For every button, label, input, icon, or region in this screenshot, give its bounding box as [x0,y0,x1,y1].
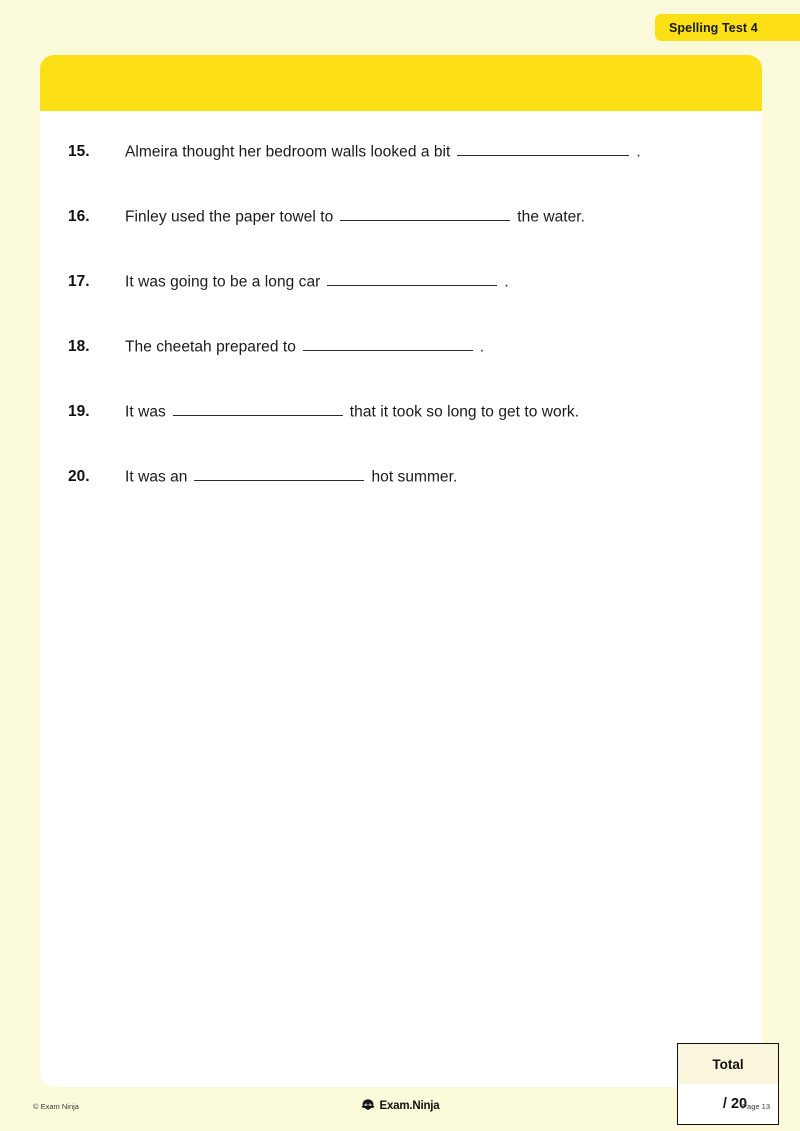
question-text-before: It was going to be a long car [125,273,321,291]
question-text-after: that it took so long to get to work. [349,403,580,421]
worksheet-header-band [40,55,762,111]
question-number: 19. [68,403,90,421]
question-text-after: . [636,143,641,161]
copyright-text: © Exam Ninja [33,1102,79,1111]
question-number: 18. [68,338,90,356]
question-row [40,401,762,466]
total-label: Total [712,1056,744,1072]
answer-blank[interactable] [194,466,364,481]
brand-logo-text: Exam.Ninja [379,1099,440,1112]
answer-blank[interactable] [173,401,343,416]
question-number: 16. [68,208,90,226]
question-text-after: the water. [517,208,586,226]
question-text-before: It was an [125,468,188,486]
question-row [40,466,762,531]
question-text-before: Almeira thought her bedroom walls looked a bit [125,143,451,161]
total-score-header [678,1044,778,1084]
question-row [40,206,762,271]
brand-logo [361,1098,440,1113]
question-text-after: . [504,273,509,291]
question-text [125,401,579,421]
question-row [40,271,762,336]
question-number: 17. [68,273,90,291]
question-text [125,206,585,226]
ninja-face-icon [361,1098,376,1113]
question-text-before: Finley used the paper towel to [125,208,334,226]
answer-blank[interactable] [340,206,510,221]
question-text [125,466,457,486]
question-row [40,141,762,206]
page-footer [0,1098,800,1122]
question-text-before: The cheetah prepared to [125,338,296,356]
test-title-label: Spelling Test 4 [669,20,758,35]
page-number: Page 13 [742,1102,770,1111]
question-number: 15. [68,143,90,161]
question-row [40,336,762,401]
answer-blank[interactable] [457,141,629,156]
question-text-after: hot summer. [371,468,458,486]
question-text-before: It was [125,403,166,421]
question-number: 20. [68,468,90,486]
question-text [125,141,641,161]
question-list [40,141,762,531]
answer-blank[interactable] [327,271,497,286]
answer-blank[interactable] [303,336,473,351]
total-score-value: / 20 [722,1096,748,1112]
test-title-tab [655,14,800,41]
question-text-after: . [479,338,485,356]
question-text [125,336,484,356]
question-text [125,271,509,291]
